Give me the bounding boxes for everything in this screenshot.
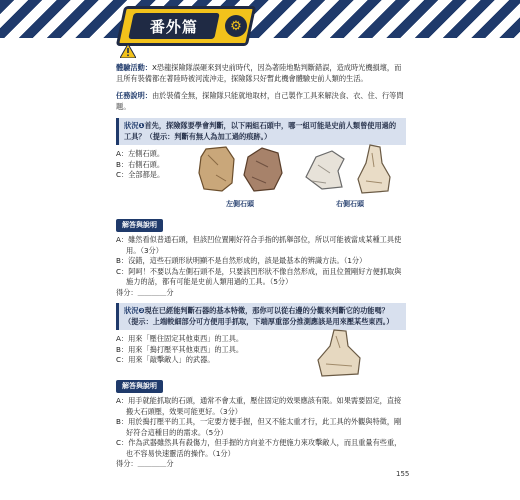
answer-1-line-a: A：雖然看似普通石頭，但該凹位置剛好符合手指的抓舉部位，所以可能被當成某種工具使用。（3分） (116, 235, 402, 255)
q2-option-c: C：用來「敲擊敵人」的武器。 (116, 355, 215, 364)
q1-option-a: A：左側石頭。 (116, 149, 165, 158)
activity-paragraph (116, 62, 406, 84)
badge-title: 番外篇 (149, 17, 198, 36)
gear-icon: ⚙ (225, 15, 247, 37)
score-1: 得分：＿＿＿＿分 (116, 287, 174, 297)
answer-2-line-a: A：用手就能抓取的石頭，通常不會太重，壓住固定的效果應該有限。如果需要固定，直接搬大石頭壓，效果可能更好。（3分） (116, 396, 402, 416)
badge-title-box (128, 13, 220, 39)
q2-option-a: A：用來「壓住固定其他東西」的工具。 (116, 334, 244, 343)
task-paragraph (116, 90, 406, 112)
q2-option-b: B：用來「搗打壓平其他東西」的工具。 (116, 344, 244, 354)
question-2-box (116, 303, 406, 330)
caption-right-rocks: 右側石頭 (336, 200, 364, 208)
section-badge (116, 6, 257, 46)
answer-1-heading: 解答與說明 (116, 219, 163, 232)
task-label: 任務說明： (116, 91, 152, 100)
rock-image-left-1 (196, 145, 238, 193)
q1-option-c: C：全部都是。 (116, 170, 165, 179)
task-text: 由於裝備全無，探險隊只能就地取材，自己製作工具來解決食、衣、住、行等問題。 (116, 91, 404, 111)
rock-image-left-2 (242, 145, 284, 193)
rock-image-right-1 (302, 147, 348, 193)
answer-2-heading: 解答與說明 (116, 380, 163, 393)
question-2-tag: 狀況❷ (124, 306, 145, 315)
question-1-text: 首先，探險隊要學會判斷，以下兩組石頭中，哪一組可能是史前人類曾使用過的工具？（提示：判斷有無人為加工過的痕跡。） (124, 121, 397, 141)
caption-left-rocks: 左側石頭 (226, 200, 254, 208)
stone-tool-image (312, 328, 368, 378)
q1-option-b: B：右側石頭。 (116, 159, 165, 169)
activity-label: 體驗活動： (116, 63, 152, 72)
answer-1-line-b: B：沒錯，這些石頭形狀明顯不是自然形成的，該是最基本的辨識方法。（1分） (116, 256, 367, 265)
activity-text: X恐龍探險隊誤砸來到史前時代，因為著陸地點判斷錯誤，造成時光機損壞，而且所有裝備都在著陸時被河流沖走，探險隊只好暫此機會體驗史前人類的生活。 (116, 63, 402, 83)
header-stripe (0, 0, 520, 38)
page-content (116, 62, 406, 470)
question-2-text: 現在已經能判斷石器的基本特徵，那你可以從右邊的分觀來判斷它的功能嗎？（提示：上端較細部分可方便用手抓取，下端厚重部分推測應該是用來壓某些東西。） (124, 306, 394, 326)
question-1-box (116, 118, 406, 145)
answer-2-line-c: C：作為武器雖然具有殺傷力，但手握的方向並不方便施力來攻擊敵人，而且重量有些重，也不容易快速靈活的操作。（1分） (116, 438, 402, 458)
score-2: 得分：＿＿＿＿分 (116, 459, 174, 468)
question-2-options (116, 334, 406, 374)
question-1-tag: 狀況❶ (124, 121, 145, 130)
question-1-options (116, 149, 406, 213)
rock-image-right-2 (354, 143, 394, 195)
answer-1-line-c: C：阿呵！不要以為左側石頭不是，只要該凹形狀不像自然形成，而且位置剛好方便抓取與施力的話，都有可能是史前人類用過的工具。（5分） (116, 266, 402, 286)
page-number: 155 (396, 470, 410, 478)
answer-2-line-b: B：用於搗打壓平的工具，一定要方便手握，但又不能太重才行，此工具的外觀與特徵，剛好符合這種目的的需求。（5分） (116, 417, 402, 437)
caution-icon (120, 44, 136, 58)
